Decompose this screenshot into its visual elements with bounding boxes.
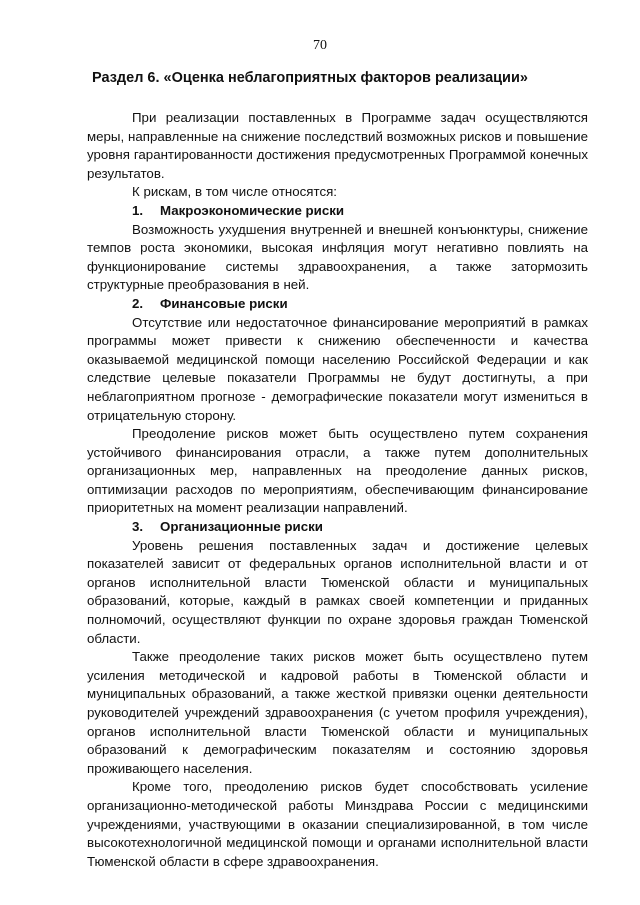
risk3-number: 3. [132,519,144,535]
risk3-title: Организационные риски [160,519,323,535]
risk1-heading [87,202,588,221]
risk2-paragraph-1: Отсутствие или недостаточное финансирование мероприятий в рамках программы может привести к снижению обеспеченности и качества оказываемой медицинской помощи населению Российской Федерации и как следствие целевые показатели Программы не будут достигнуты, а при неблагоприятном прогнозе - демографические показатели могут измениться в отрицательную сторону. [87,314,588,423]
page-number: 70 [313,38,327,53]
risk3-paragraph-3: Кроме того, преодолению рисков будет способствовать усиление организационно-методической работы Минздрава России с медицинскими учреждениями, участвующими в оказании специализированной, в том числе высокотехнологичной медицинской помощи и органами исполнительной власти Тюменской области в сфере здравоохранения. [87,779,588,869]
intro-paragraph: При реализации поставленных в Программе задач осуществляются меры, направленные на снижение последствий возможных рисков и повышение уровня гарантированности достижения предусмотренных Программой конечных результатов. [87,110,588,181]
risk3-heading [87,518,588,537]
risks-lead-paragraph: К рискам, в том числе относятся: [132,184,337,200]
document-body [87,109,588,871]
section-title: Раздел 6. «Оценка неблагоприятных факторов реализации» [92,70,528,86]
risk2-heading [87,295,588,314]
risk2-number: 2. [132,295,144,311]
risk1-paragraph-1: Возможность ухудшения внутренней и внешней конъюнктуры, снижение темпов роста экономики, высокая инфляция могут негативно повлиять на функционирование системы здравоохранения, а также затормозить структурные преобразования в ней. [87,221,588,293]
risk3-paragraph-1: Уровень решения поставленных задач и достижение целевых показателей зависит от федеральных органов исполнительной власти и от органов исполнительной власти Тюменской области и муниципальных образований, которые, каждый в рамках своей компетенции и приданных полномочий, осуществляют функции по охране здоровья граждан Тюменской области. [87,537,588,646]
risk1-title: Макроэкономические риски [160,202,345,218]
risk2-paragraph-2: Преодоление рисков может быть осуществлено путем сохранения устойчивого финансирования отрасли, а также путем дополнительных организационных мер, направленных на преодоление данных рисков, оптимизации расходов по мероприятиям, обеспечивающим финансирование приоритетных на момент реализации направлений. [87,426,588,516]
risk1-number: 1. [132,202,144,218]
risk3-paragraph-2: Также преодоление таких рисков может быть осуществлено путем усиления методической и кадровой работы в Тюменской области и муниципальных образований, а также жесткой привязки оценки деятельности руководителей учреждений здравоохранения (с учетом профиля учреждения), органов исполнительной власти Тюменской области и муниципальных образований к демографическим показателям и состоянию здоровья проживающего населения. [87,649,588,776]
risk2-title: Финансовые риски [160,295,288,311]
